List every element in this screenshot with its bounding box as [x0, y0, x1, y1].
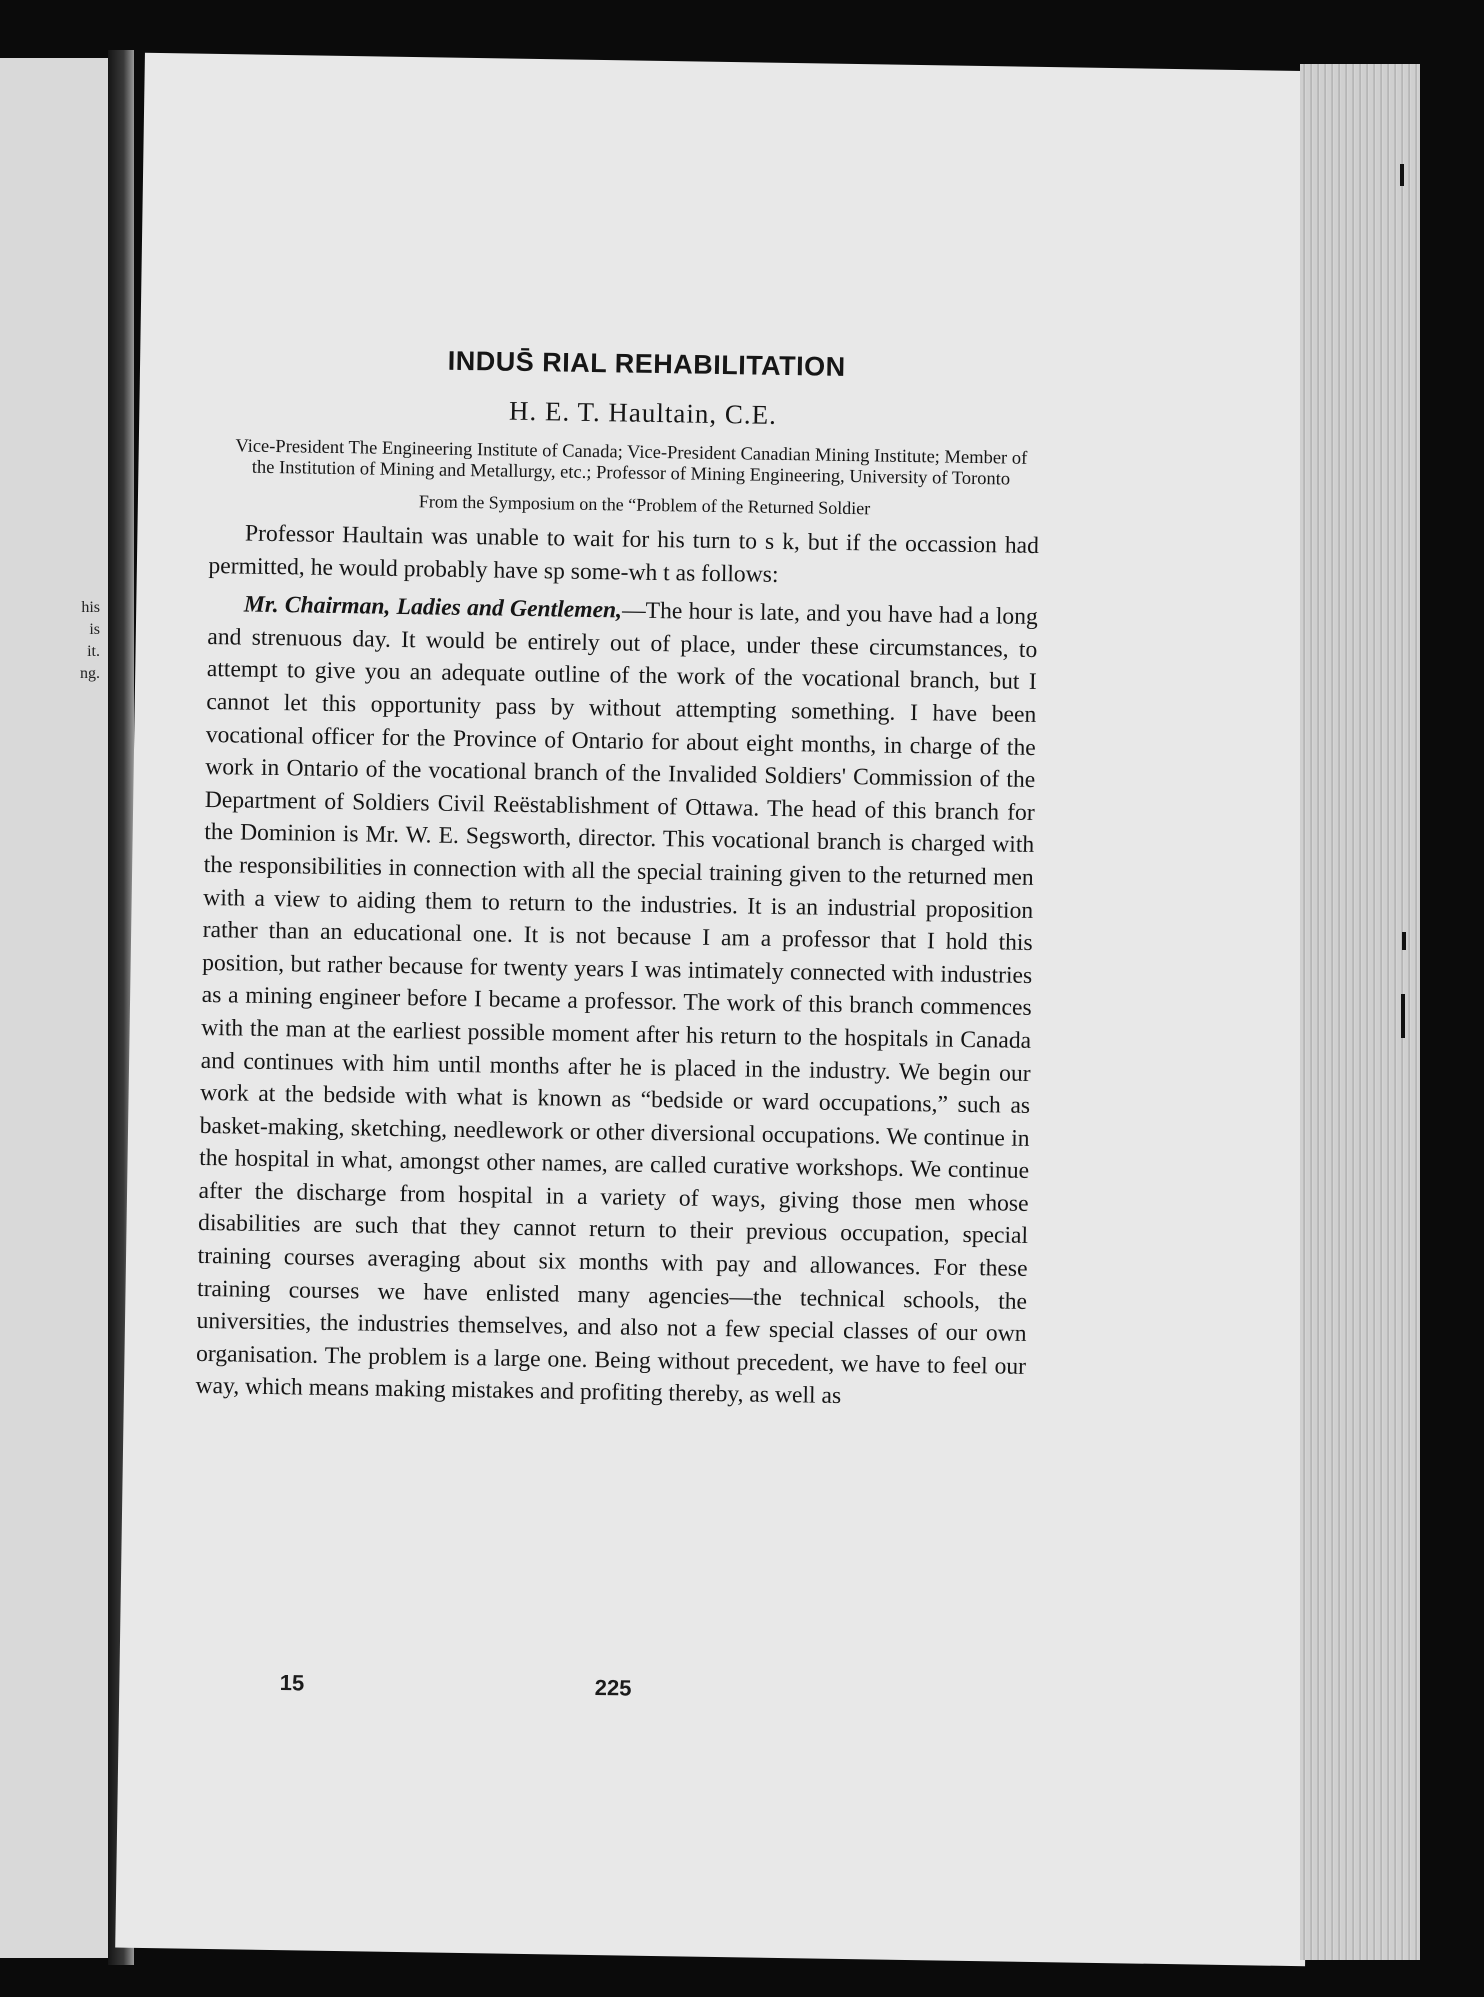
address-body: —The hour is late, and you have had a long and strenuous day. It would be entirely out of place, under these circumstances, to attempt to give you an adequate outline of the work of the vocational branch, but I cannot let this opportunity pass by without attempting something. I have been vocational officer for the Province of Ontario for about eight months, in charge of the work in Ontario of the vocational branch of the Invalided Soldiers' Commission of the Department of Soldiers Civil Reëstablishment of Ottawa. The head of this branch for the Dominion is Mr. W. E. Segsworth, director. This vocational branch is charged with the responsibilities in connection with all the special training given to the returned men with a view to aiding them to return to the industries. It is an industrial proposition rather than an educational one. It is not because I am a professor that I hold this position, but rather because for twenty years I was intimately connected with industries as a mining engineer before I became a professor. The work of this branch commences with the man at the earliest possible moment after his return to the hospitals in Canada and continues with him until months after he is placed in the industry. We begin our work at the bedside with what is known as “bedside or ward occupations,” such as basket-making, sketching, needlework or other diversional occupations. We continue in the hospital in what, amongst other names, are called curative workshops. We continue after the discharge from hospital in a variety of ways, giving those men whose disabilities are such that they cannot return to their previous occupation, special training courses averaging about six months with pay and allowances. For these training courses we have enlisted many agencies—the technical schools, the universities, the industries themselves, and also not a few special classes of our own organisation. The problem is a large one. Being without precedent, we have to feel our way, which means making mistakes and profiting thereby, as well as — [195, 597, 1038, 1410]
signature-mark: 15 — [279, 1670, 305, 1696]
facing-page-left — [0, 58, 112, 1958]
left-page-fragment: his — [81, 599, 100, 616]
article-title: INDUS̄ RIAL REHABILITATION — [447, 345, 846, 382]
left-page-fragment: it. — [87, 643, 100, 660]
left-page-fragment: is — [89, 621, 100, 638]
edge-mark — [1401, 994, 1405, 1038]
article-source: From the Symposium on the “Problem of the Returned Soldier — [418, 491, 871, 519]
article-text — [195, 342, 1042, 1416]
address-paragraph — [195, 588, 1038, 1416]
address-salutation: Mr. Chairman, Ladies and Gentlemen, — [243, 591, 623, 624]
intro-paragraph: Professor Haultain was unable to wait for his turn to s k, but if the occassion had permitted, he would probably have sp some-wh t as follows: — [208, 520, 1040, 588]
article-author: H. E. T. Haultain, C.E. — [508, 395, 778, 430]
edge-mark — [1400, 164, 1404, 186]
page-edges — [1300, 64, 1420, 1960]
author-credentials: Vice-President The Engineering Institute of Canada; Vice-President Canadian Mining Institute; Member of the Institution of Mining and Metallurgy, etc.; Professor of Mining Engineering, University of Toronto — [235, 436, 1028, 490]
edge-mark — [1402, 932, 1406, 950]
page-number: 225 — [594, 1674, 632, 1701]
left-page-fragment: ng. — [80, 665, 100, 682]
